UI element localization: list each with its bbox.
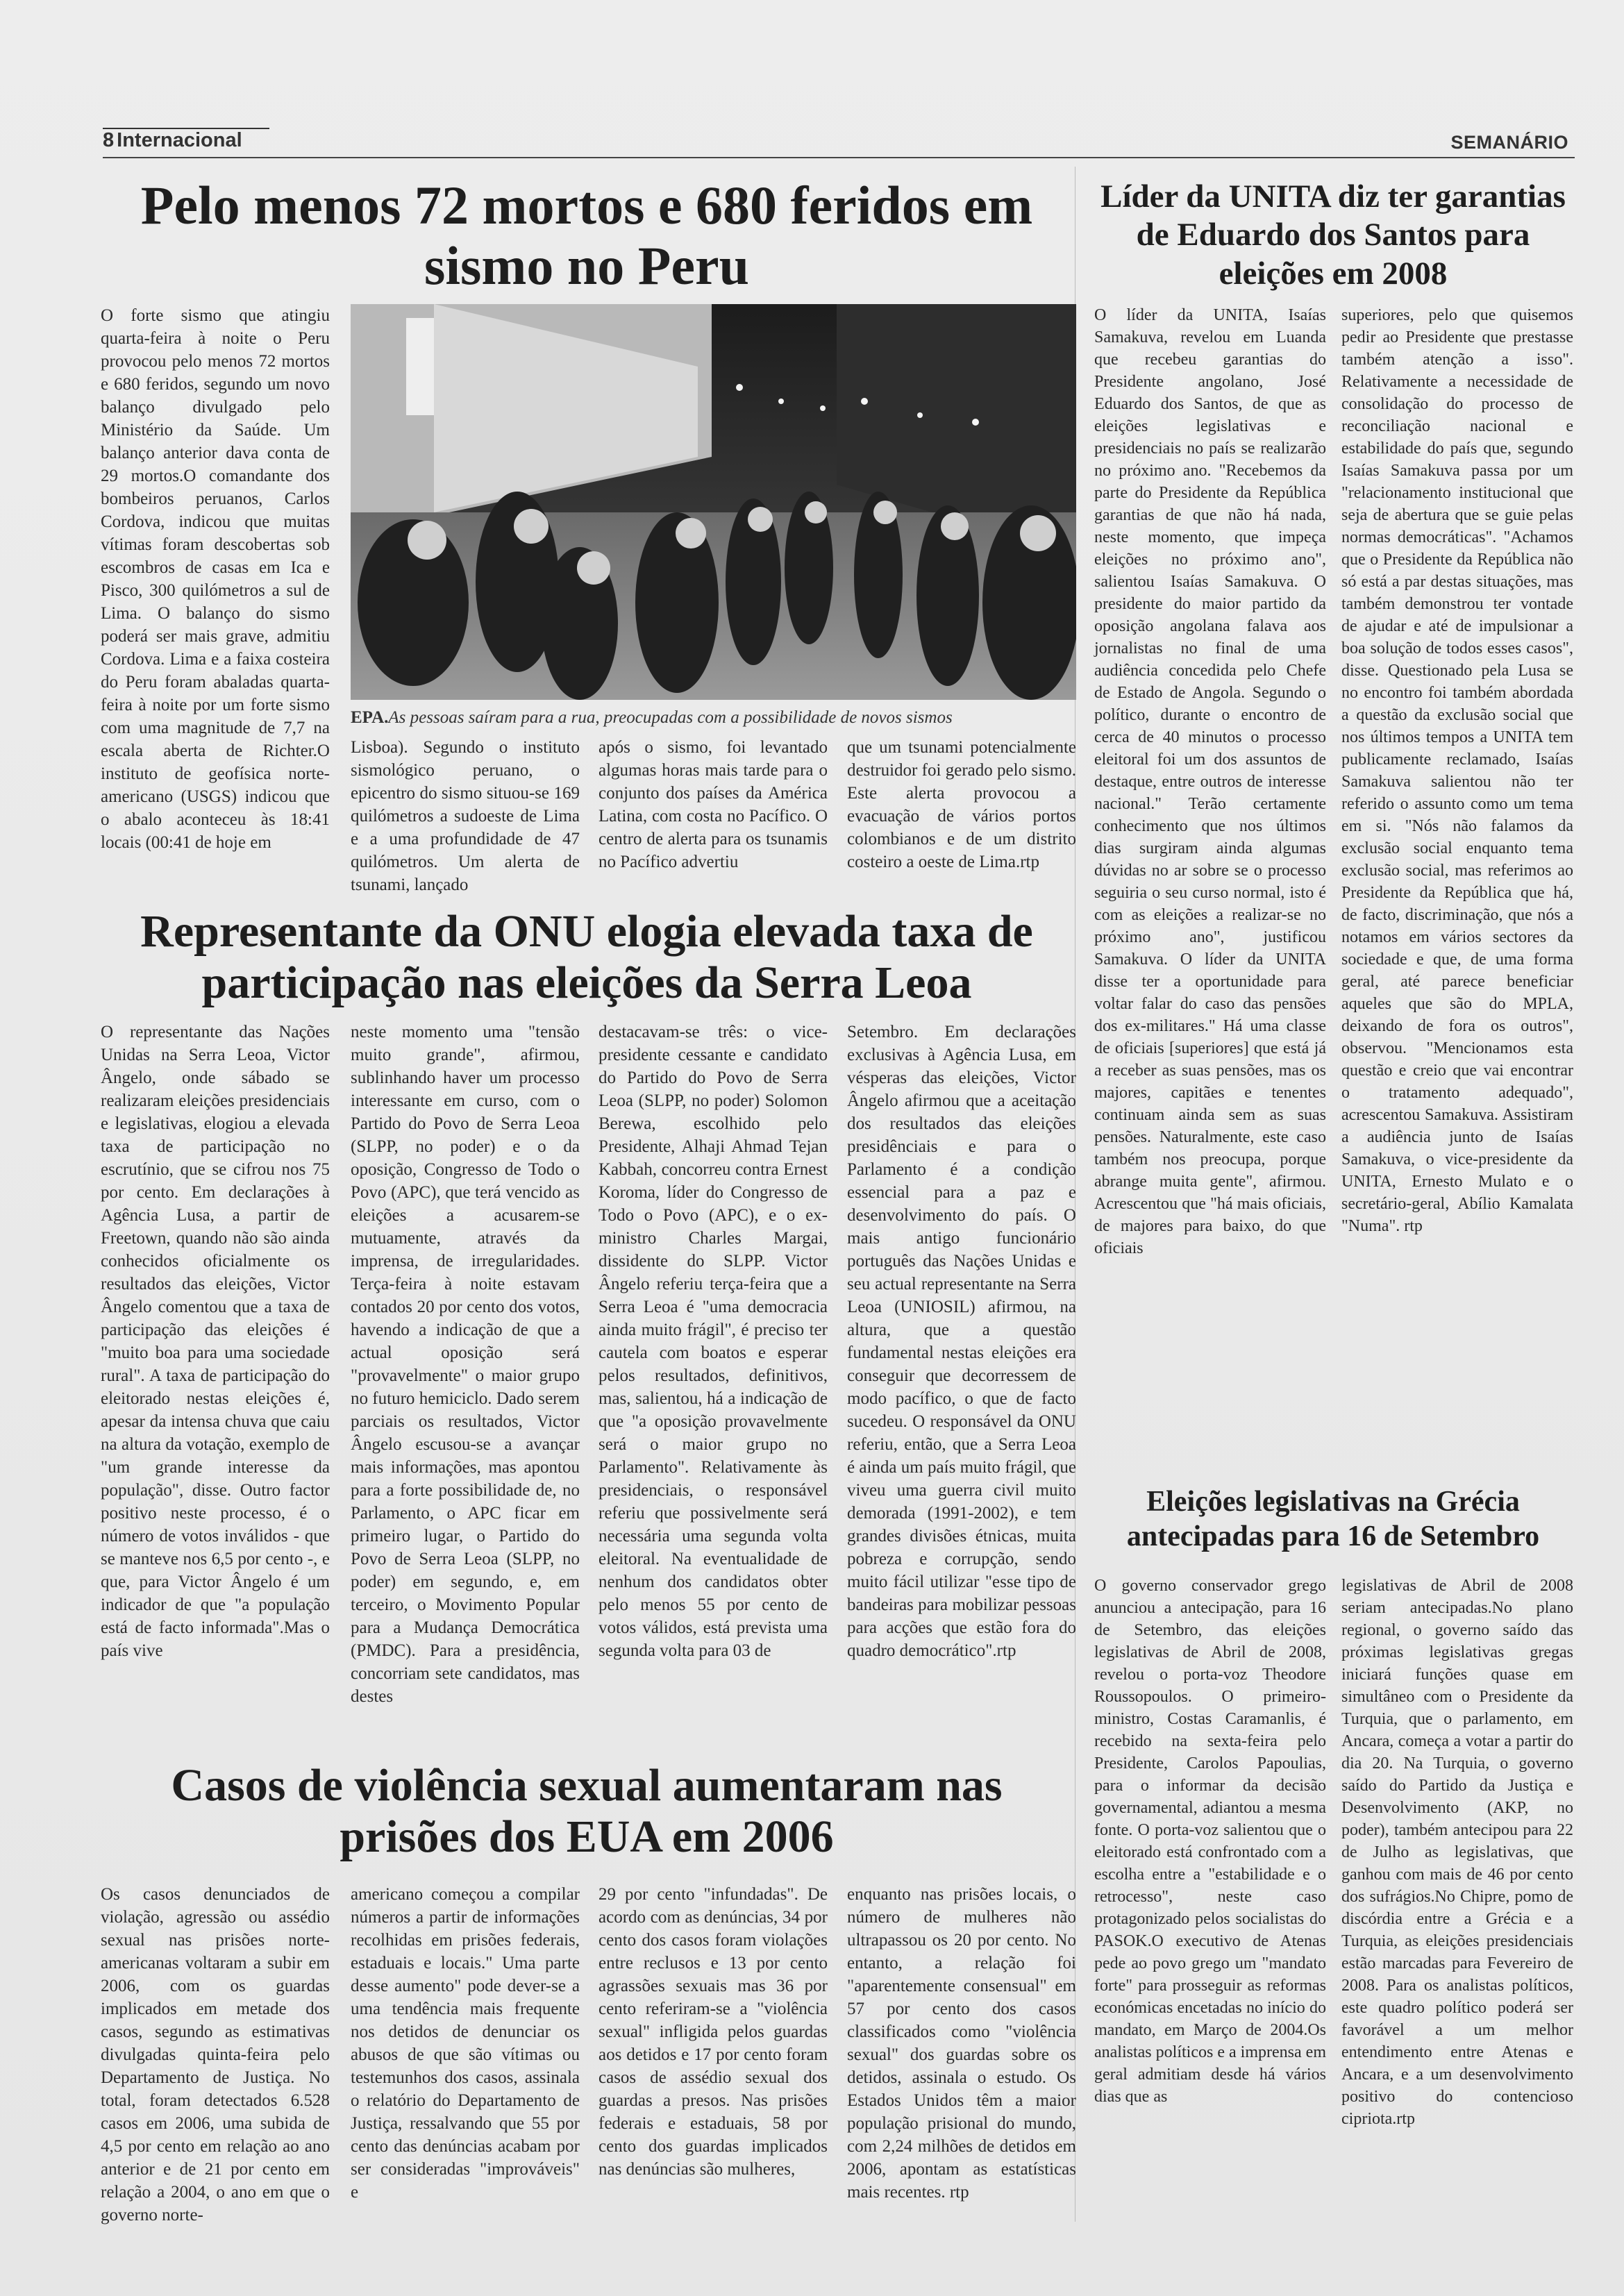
photo-caption-text: As pessoas saíram para a rua, preocupadas com a possibilidade de novos sismos <box>388 708 953 727</box>
article-eua-col3 <box>598 1883 828 2181</box>
article-peru-col1 <box>101 304 330 854</box>
article-eua-text-3: 29 por cento "infundadas". De acordo com as denúncias, 34 por cento dos casos foram violações entre reclusos e 13 por cento agrassões sexuais mas 36 por cento referiram-se a "violência sexual" infligida pelos guardas aos detidos e 17 por cento foram casos de assédio sexual dos guardas a presos. Nas prisões federais e estaduais, 58 por cento dos guardas implicados nas denúncias são mulheres, <box>598 1885 828 2179</box>
article-unita-text-2: superiores, pelo que quisemos pedir ao Presidente que prestasse também atenção a isso". Relativamente a necessidade de consolidação do processo de reconciliação nacional e estabilidade do país que, segundo Isaías Samakuva passa por um "relacionamento institucional que seja de abertura que se guie pelas normas democráticas". "Achamos que o Presidente da República não só está a par destas situações, mas também demonstrou ter vontade de ajudar e até de impulsionar a boa solução de todos esses casos", disse. Questionado pela Lusa se no encontro foi também abordada a questão da exclusão social que nos últimos tempos a UNITA tem publicamente reclamado, Isaías Samakuva salientou não ter referido o assunto como um tema em si. "Nós não falamos da exclusão social enquanto tema exclusão social, mas referimos ao Presidente da República que há, de facto, discriminação, que nós a notamos em vários sectores da sociedade e que, de uma forma geral, até parece beneficiar aqueles que são do MPLA, deixando de fora os outros", observou. "Mencionamos esta questão e creio que vai encontrar o tratamento adequado", acrescentou Samakuva. Assistiram a audiência junto de Isaías Samakuva, o vice-presidente da UNITA, Ernesto Mulato e o secretário-geral, Abílio Kamalata "Numa". rtp <box>1341 306 1573 1235</box>
article-serra-leoa-col4 <box>847 1021 1076 1662</box>
photo-image <box>351 304 1076 700</box>
section-name: Internacional <box>117 129 242 151</box>
article-serra-leoa-col3 <box>598 1021 828 1662</box>
article-eua-col4 <box>847 1883 1076 2204</box>
article-peru-text-2: Lisboa). Segundo o instituto sismológico peruano, o epicentro do sismo situou-se 169 quilómetros a sudoeste de Lima e a uma profundidade de 47 quilómetros. Um alerta de tsunami, lançado <box>351 738 580 894</box>
article-serra-leoa-col1 <box>101 1021 330 1662</box>
article-serra-leoa-text-3: destacavam-se três: o vice-presidente cessante e candidato do Partido do Povo de Serra Leoa (SLPP, no poder) Solomon Berewa, escolhido pelo Presidente, Alhaji Ahmad Tejan Kabbah, concorreu contra Ernest Koroma, líder do Congresso de Todo o Povo (APC), e o ex-ministro Charles Margai, dissidente do SLPP. Victor Ângelo referiu terça-feira que a Serra Leoa é "uma democracia ainda muito frágil", é preciso ter cautela com boatos e esperar pelos resultados, definitivos, mas, salientou, há a indicação de que "a oposição provavelmente será o maior grupo no Parlamento". Relativamente às presidenciais, o responsável referiu que possivelmente será necessária uma segunda volta eleitoral. Na eventualidade de nenhum dos candidatos obter pelo menos 55 por cento de votos válidos, está prevista uma segunda volta para 03 de <box>598 1023 828 1660</box>
article-grecia-text-2: legislativas de Abril de 2008 seriam antecipadas.No plano regional, o governo saído das próximas legislativas gregas iniciará funções quase em simultâneo com o Presidente da Turquia, que o parlamento, em Ancara, começa a votar a partir do dia 20. Na Turquia, o governo saído do Partido da Justiça e Desenvolvimento (AKP, no poder), também antecipou para 22 de Julho as legislativas, que ganhou com mais de 46 por cento dos sufrágios.No Chipre, pomo de discórdia entre a Grécia e a Turquia, as eleições presidenciais estão marcadas para Fevereiro de 2008. Para os analistas políticos, este quadro político poderá ser favorável a um melhor entendimento entre Atenas e Ancara, e a um desenvolvimento positivo do contencioso cipriota.rtp <box>1341 1577 1573 2128</box>
page-number: 8 <box>103 129 115 151</box>
article-serra-leoa-text-4: Setembro. Em declarações exclusivas à Agência Lusa, em vésperas das eleições, Victor Ângelo afirmou que a aceitação dos resultados das eleições presidênciais e para o Parlamento é a condição essencial para a paz e desenvolvimento do país. O mais antigo funcionário português das Nações Unidas e seu actual representante na Serra Leoa (UNIOSIL) afirmou, na altura, que a questão fundamental nestas eleições era conseguir que decorressem de modo pacífico, o que de facto sucedeu. O responsável da ONU referiu, então, que a Serra Leoa é ainda um país muito frágil, que viveu uma guerra civil muito demorada (1991-2002), e tem grandes divisões étnicas, muita pobreza e corrupção, sendo muito fácil utilizar "esse tipo de bandeiras para mobilizar pessoas para acções que estão fora do quadro democrático".rtp <box>847 1023 1076 1660</box>
article-serra-leoa-col2 <box>351 1021 580 1708</box>
article-peru-text-4: que um tsunami potencialmente destruidor foi gerado pelo sismo. Este alerta provocou a evacuação de vários portos colombianos e de um distrito costeiro a oeste de Lima.rtp <box>847 738 1076 871</box>
article-eua-text-4: enquanto nas prisões locais, o número de mulheres não ultrapassou os 20 por cento. No entanto, a relação foi "aparentemente consensual" em 57 por cento dos casos classificados como "violência sexual" dos guardas sobre os detidos, assinala o estudo. Os Estados Unidos têm a maior população prisional do mundo, com 2,24 milhões de detidos em 2006, apontam as estatísticas mais recentes. rtp <box>847 1885 1076 2202</box>
article-unita-col1 <box>1094 304 1326 1259</box>
article-peru-text-1: O forte sismo que atingiu quarta-feira à noite o Peru provocou pelo menos 72 mortos e 680 feridos, segundo um novo balanço divulgado pelo Ministério da Saúde. Um balanço anterior dava conta de 29 mortos.O comandante dos bombeiros peruanos, Carlos Cordova, indicou que muitas vítimas foram descobertas sob escombros de casas em Ica e Pisco, 300 quilómetros a sul de Lima. O balanço do sismo poderá ser mais grave, admitiu Cordova. Lima e a faixa costeira do Peru foram abaladas quarta-feira à noite por um forte sismo com uma magnitude de 7,7 na escala aberta de Richter.O instituto de geofísica norte-americano (USGS) indicou que o abalo aconteceu às 18:41 locais (00:41 de hoje em <box>101 306 330 852</box>
article-grecia-text-1: O governo conservador grego anunciou a antecipação, para 16 de Setembro, das eleições legislativas de Abril de 2008, revelou o porta-voz Theodore Roussopoulos. O primeiro-ministro, Costas Caramanlis, é recebido na sexta-feira pelo Presidente, Carolos Papoulias, para o informar da decisão governamental, adiantou a mesma fonte. O porta-voz salientou que o eleitorado está confrontado com a escolha entre a "estabilidade e o retrocesso", neste caso protagonizado pelos socialistas do PASOK.O executivo de Atenas pede ao povo grego um "mandato forte" para prosseguir as reformas económicas encetadas no início do mandato, em Março de 2004.Os analistas políticos e a imprensa em geral admitiam desde há vários dias que as <box>1094 1577 1326 2106</box>
publication-name: SEMANÁRIO <box>1450 132 1568 153</box>
headline-peru: Pelo menos 72 mortos e 680 feridos em sismo no Peru <box>140 175 1033 296</box>
headline-eua-prisoes: Casos de violência sexual aumentaram nas prisões dos EUA em 2006 <box>171 1760 1003 1862</box>
headline-serra-leoa: Representante da ONU elogia elevada taxa de participação nas eleições da Serra Leoa <box>140 906 1033 1008</box>
headline-grecia: Eleições legislativas na Grécia antecipadas para 16 de Setembro <box>1126 1486 1540 1553</box>
article-serra-leoa-text-2: neste momento uma "tensão muito grande", afirmou, sublinhando haver um processo interessante em curso, com o Partido do Povo de Serra Leoa (SLPP, no poder) e o da oposição, Congresso de Todo o Povo (APC), que terá vencido as eleições a acusarem-se mutuamente, através da imprensa, de irregularidades. Terça-feira à noite estavam contados 20 por cento dos votos, havendo a indicação de que a actual oposição será "provavelmente" o maior grupo no futuro hemiciclo. Dado serem parciais os resultados, Victor Ângelo escusou-se a avançar mais informações, mas apontou para a forte possibilidade de, no Parlamento, o APC ficar em primeiro lugar, o Partido do Povo de Serra Leoa (SLPP, no poder) em segundo, e, em terceiro, o Movimento Popular para a Mudança Democrática (PMDC). Para a presidência, concorriam sete candidatos, mas destes <box>351 1023 580 1706</box>
article-eua-col2 <box>351 1883 580 2204</box>
article-unita-col2 <box>1341 304 1573 1237</box>
headline-unita: Líder da UNITA diz ter garantias de Eduardo dos Santos para eleições em 2008 <box>1100 178 1566 292</box>
article-grecia-col1 <box>1094 1575 1326 2108</box>
photo-credit: EPA. <box>351 708 389 727</box>
article-peru-col2 <box>351 736 580 896</box>
article-grecia-col2 <box>1341 1575 1573 2130</box>
article-eua-text-1: Os casos denunciados de violação, agressão ou assédio sexual nas prisões norte-americanas voltaram a subir em 2006, com os guardas implicados em metade dos casos, segundo as estimativas divulgadas quinta-feira pelo Departamento de Justiça. No total, foram detectados 6.528 casos em 2006, uma subida de 4,5 por cento em relação ao ano anterior e de 21 por cento em relação a 2004, o ano em que o governo norte- <box>101 1885 330 2224</box>
article-peru-col4 <box>847 736 1076 873</box>
article-unita-text-1: O líder da UNITA, Isaías Samakuva, revelou em Luanda que recebeu garantias do Presidente angolano, José Eduardo dos Santos, de que as eleições legislativas e presidenciais no país se realizarão no próximo ano. "Recebemos da parte do Presidente da República garantias de que não há nada, neste momento, que impeça eleições no próximo ano", salientou Isaías Samakuva. O presidente do maior partido da oposição angolana falava aos jornalistas no final de uma audiência concedida pelo Chefe de Estado de Angola. Segundo o político, durante o encontro de cerca de 40 minutos o processo eleitoral foi um dos assuntos de destaque, entre outros de interesse nacional." Terão certamente conhecimento que nos últimos dias surgiram ainda algumas dúvidas no ar sobre se o processo seguiria o seu curso normal, isto é com as eleições a realizar-se no próximo ano", justificou Samakuva. O líder da UNITA disse ter a oportunidade para voltar falar do caso das pensões dos ex-militares." Há uma classe de oficiais [superiores] que está já a receber as suas pensões, mas os majores, capitães e tenentes continuam ainda sem as suas pensões. Naturalmente, este caso também nos preocupa, porque abrange muita gente", afirmou. Acrescentou que "há mais oficiais, de majores para baixo, do que oficiais <box>1094 306 1326 1257</box>
photo-caption <box>351 708 1076 728</box>
article-serra-leoa-text-1: O representante das Nações Unidas na Serra Leoa, Victor Ângelo, onde sábado se realizaram eleições presidenciais e legislativas, elogiou a elevada taxa de participação no escrutínio, que se cifrou nos 75 por cento. Em declarações à Agência Lusa, a partir de Freetown, quando não são ainda conhecidos oficialmente os resultados das eleições, Victor Ângelo comentou que a taxa de participação das eleições é "muito boa para uma sociedade rural". A taxa de participação do eleitorado nestas eleições é, apesar da intensa chuva que caiu na altura da votação, exemplo de "um grande interesse da população", disse. Outro factor positivo neste processo, é o número de votos inválidos - que se manteve nos 6,5 por cento -, e que, para Victor Ângelo é um indicador de que "a população está de facto informada".Mas o país vive <box>101 1023 330 1660</box>
photo-crowd-lima <box>351 304 1076 700</box>
article-peru-text-3: após o sismo, foi levantado algumas horas mais tarde para o conjunto dos países da América Latina, com costa no Pacífico. O centro de alerta para os tsunamis no Pacífico advertiu <box>598 738 828 871</box>
header-rule <box>103 157 1575 158</box>
section-header <box>103 129 242 152</box>
article-eua-text-2: americano começou a compilar números a partir de informações recolhidas em prisões federais, estaduais e locais." Uma parte desse aumento" pode dever-se a uma tendência mais frequente nos detidos de denunciar os abusos de que são vítimas ou testemunhos dos casos, assinala o relatório do Departamento de Justiça, ressalvando que 55 por cento das denúncias acabam por ser consideradas "improváveis" e <box>351 1885 580 2202</box>
article-eua-col1 <box>101 1883 330 2227</box>
article-peru-col3 <box>598 736 828 873</box>
